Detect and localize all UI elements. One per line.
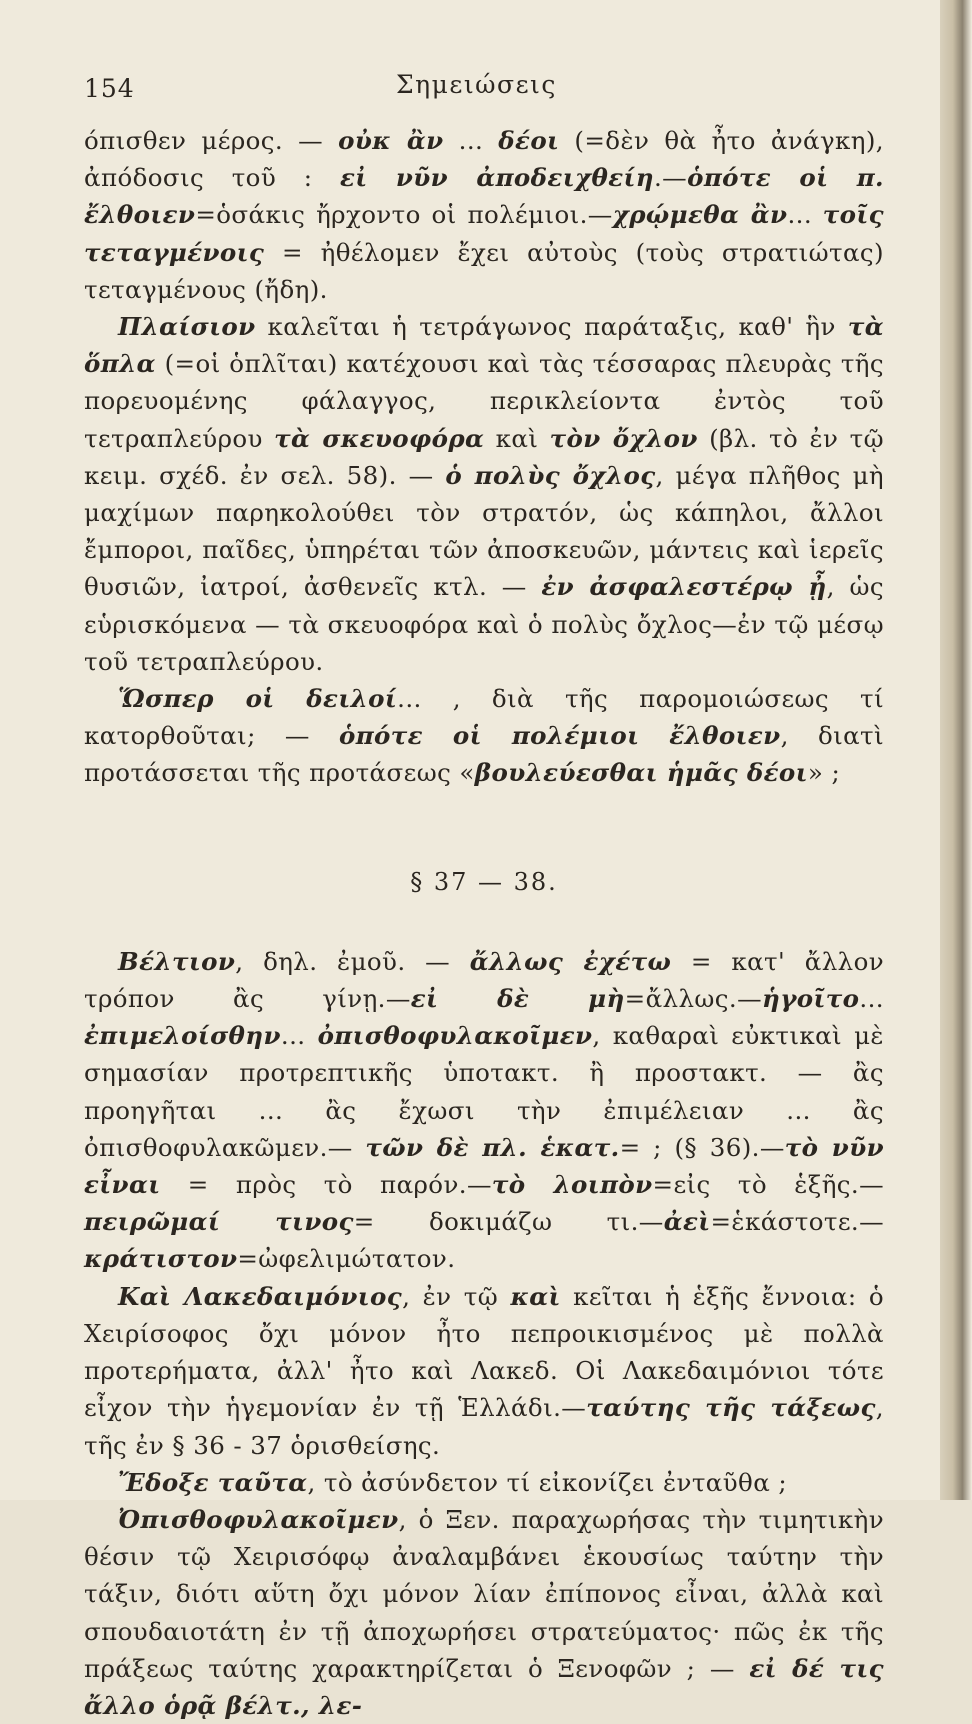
note-text: = κατ' ἄλλον τρόπον ἂς γίνῃ.— xyxy=(84,946,885,1014)
note-text: , ὁ Ξεν. παραχωρήσας τὴν τιμητικὴν θέσιν τῷ Χειρισόφῳ ἀναλαμβάνει ἑκουσίως ταύτην τὴν τάξιν, διότι αὕτη ὄχι μόνον λίαν ἐπίπονος εἶναι, ἀλλὰ καὶ σπουδαιοτάτη ἐν τῇ ἀποχωρήσει στρατεύματος· πῶς ἐκ τῆς πράξεως ταύτης χαρακτηρίζεται ὁ Ξενοφῶν ; — xyxy=(84,1504,884,1683)
lemma-term: οὐκ ἂν xyxy=(338,126,444,155)
lemma-term: καὶ xyxy=(510,1281,561,1311)
lemma-term: ὁπότε οἱ πολέμιοι ἔλθοιεν xyxy=(338,721,781,751)
notes-body xyxy=(84,122,884,1724)
lemma-term: κράτιστον xyxy=(84,1244,238,1274)
lemma-term: ἄλλως ἐχέτω xyxy=(469,946,672,976)
lemma-term: Ὀπισθοφυλακοῖμεν xyxy=(118,1504,399,1534)
lemma-term: Ἔδοξε ταῦτα xyxy=(118,1467,308,1497)
lemma-term: Ὥσπερ οἱ δειλοί xyxy=(118,684,398,714)
note-paragraph xyxy=(84,1278,884,1464)
lemma-term: ὁ πολὺς ὄχλος xyxy=(445,460,656,490)
lemma-term: εἰ δὲ μὴ xyxy=(410,984,625,1014)
note-text: =ἑκάστοτε.— xyxy=(710,1207,884,1237)
note-text: = ; (§ 36).— xyxy=(619,1132,785,1162)
lemma-term: τὰ σκευοφόρα xyxy=(274,423,485,453)
note-text: , ὡς εὑρισκόμενα — τὰ σκευοφόρα καὶ ὁ πολὺς ὄχλος—ἐν τῷ μέσῳ τοῦ τετραπλεύρου. xyxy=(84,572,884,676)
note-text: , τῆς ἐν § 36 - 37 ὁρισθείσης. xyxy=(84,1393,884,1460)
lemma-term: ἐν ἀσφαλεστέρῳ ᾖ xyxy=(541,572,827,602)
note-text: ... xyxy=(443,126,499,155)
lemma-term: Καὶ Λακεδαιμόνιος xyxy=(118,1281,403,1311)
note-text: =ὁσάκις ἤρχοντο οἱ πολέμιοι.— xyxy=(195,200,613,230)
note-text: καλεῖται ἡ τετράγωνος παράταξις, καθ' ἣν xyxy=(255,312,848,342)
lemma-term: τὸ λοιπὸν xyxy=(491,1170,653,1200)
note-text: όπισθεν μέρος. — xyxy=(84,126,339,155)
lemma-term: δέοι xyxy=(498,126,560,155)
lemma-term: τὰ ὅπλα xyxy=(84,312,884,379)
note-text: = δοκιμάζω τι.— xyxy=(353,1207,664,1237)
note-text: , δηλ. ἐμοῦ. — xyxy=(235,946,470,976)
note-paragraph xyxy=(84,943,884,1278)
lemma-term: τοῖς τεταγμένοις xyxy=(84,200,884,267)
note-text: .— xyxy=(653,163,688,193)
lemma-term: εἰ δέ τις ἄλλο ὁρᾷ βέλτ., λε- xyxy=(84,1653,884,1720)
lemma-term: χρῴμεθα ἂν xyxy=(612,200,788,230)
note-text: =ὠφελιμώτατον. xyxy=(237,1244,456,1274)
note-text: (βλ. τὸ ἐν τῷ κειμ. σχέδ. ἐν σελ. 58). — xyxy=(84,423,884,490)
note-text: ... xyxy=(280,1021,318,1051)
note-text: ... xyxy=(787,200,823,230)
note-text: (=δὲν θὰ ἦτο ἀνάγκη), ἀπόδοσις τοῦ : xyxy=(84,126,884,193)
lemma-term: βουλεύεσθαι ἡμᾶς δέοι xyxy=(474,758,808,788)
lemma-term: τῶν δὲ πλ. ἑκατ. xyxy=(365,1132,620,1162)
note-text: = ἠθέλομεν ἔχει αὐτοὺς (τοὺς στρατιώτας) τεταγμένους (ἤδη). xyxy=(84,237,884,304)
note-text: , μέγα πλῆθος μὴ μαχίμων παρηκολούθει τὸν στρατόν, ὡς κάπηλοι, ἄλλοι ἔμποροι, παῖδες, ὑπηρέται τῶν ἀποσκευῶν, μάντεις καὶ ἱερεῖς θυσιῶν, ἰατροί, ἀσθενεῖς κτλ. — xyxy=(84,460,884,602)
lemma-term: ὁπότε οἱ π. ἔλθοιεν xyxy=(84,163,884,230)
note-text: , τὸ ἀσύνδετον τί εἰκονίζει ἐνταῦθα ; xyxy=(307,1467,787,1497)
note-paragraph xyxy=(84,1464,884,1501)
lemma-term: τὸν ὄχλον xyxy=(549,423,698,453)
note-text: , καθαραὶ εὐκτικαὶ μὲ σημασίαν προτρεπτικῆς ὑποτακτ. ἢ προστακτ. — ἂς προηγῆται ... ἂς ἔχωσι τὴν ἐπιμέλειαν ... ἂς ὀπισθοφυλακῶμεν.— xyxy=(84,1021,884,1162)
lemma-term: ἐπιμελοίσθην xyxy=(84,1021,281,1051)
page-edge xyxy=(940,0,972,1500)
lemma-term: ταύτης τῆς τάξεως xyxy=(586,1393,876,1423)
note-text: » ; xyxy=(807,758,841,788)
lemma-term: ἡγοῖτο xyxy=(761,984,860,1014)
lemma-term: ὀπισθοφυλακοῖμεν xyxy=(317,1021,593,1051)
note-text: (=οἱ ὁπλῖται) κατέχουσι καὶ τὰς τέσσαρας πλευρὰς τῆς πορευομένης φάλαγγος, περικλείοντα ἐντὸς τοῦ τετραπλεύρου xyxy=(84,349,884,453)
lemma-term: ἀεὶ xyxy=(663,1207,711,1237)
lemma-term: Πλαίσιον xyxy=(118,312,256,342)
note-text: κεῖται ἡ ἑξῆς ἔννοια: ὁ Χειρίσοφος ὄχι μόνον ἦτο πεπροικισμένος μὲ πολλὰ προτερήματα, ἀλλ' ἦτο καὶ Λακεδ. Οἱ Λακεδαιμόνιοι τότε εἶχον τὴν ἡγεμονίαν ἐν τῇ Ἑλλάδι.— xyxy=(84,1281,884,1423)
note-paragraph xyxy=(84,122,884,308)
note-paragraph xyxy=(84,308,884,680)
note-text: καὶ xyxy=(484,423,550,453)
section-heading: § 37 — 38. xyxy=(410,867,558,896)
note-text: , ἐν τῷ xyxy=(402,1281,511,1311)
note-text: =εἰς τὸ ἑξῆς.— xyxy=(652,1170,884,1200)
note-text: =ἄλλως.— xyxy=(624,984,762,1014)
running-head xyxy=(84,70,884,110)
page-number: 154 xyxy=(84,74,135,103)
lemma-term: πειρῶμαί τινος xyxy=(84,1207,354,1237)
lemma-term: Βέλτιον xyxy=(118,946,236,976)
note-paragraph xyxy=(84,680,884,792)
running-title: Σημειώσεις xyxy=(396,70,557,99)
note-text: , διατὶ προτάσσεται τῆς προτάσεως « xyxy=(84,721,885,788)
note-text: = πρὸς τὸ παρόν.— xyxy=(160,1170,492,1200)
note-text: ... xyxy=(859,984,884,1014)
lemma-term: εἰ νῦν ἀποδειχθείη xyxy=(339,163,654,193)
note-paragraph xyxy=(84,1501,884,1724)
note-text: ... , διὰ τῆς παρομοιώσεως τί κατορθοῦται; — xyxy=(84,684,884,751)
lemma-term: τὸ νῦν εἶναι xyxy=(84,1132,884,1200)
